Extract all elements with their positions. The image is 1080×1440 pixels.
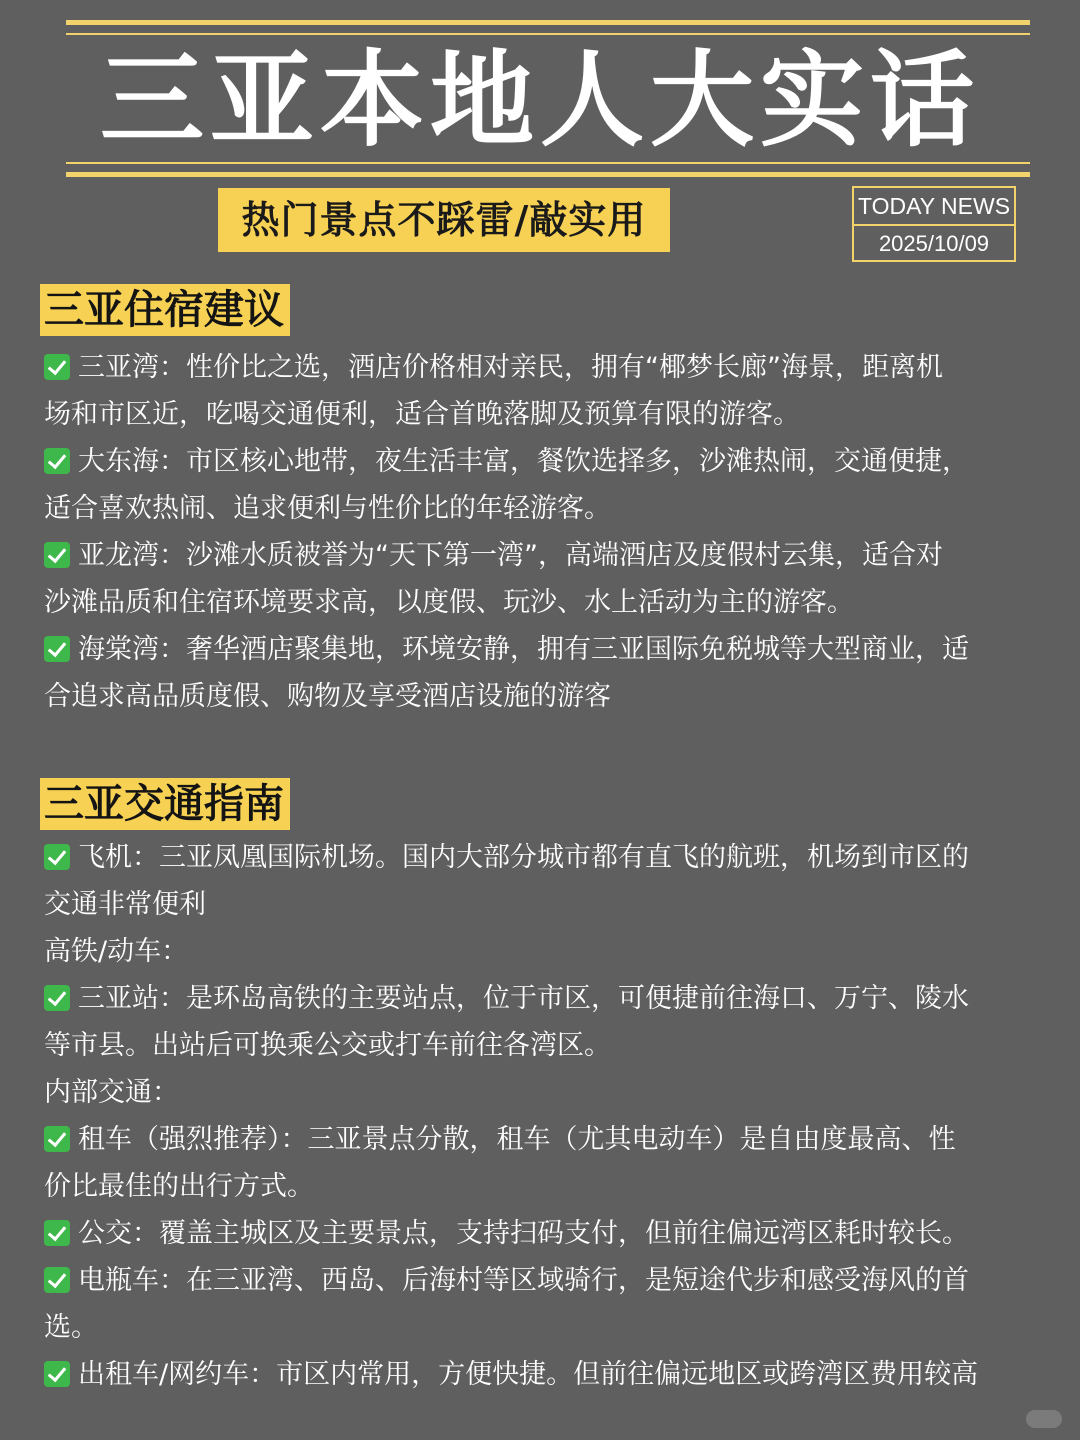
list-item-text: 等市县。出站后可换乘公交或打车前往各湾区。: [44, 1030, 611, 1061]
page-title: 三亚本地人大实话: [99, 39, 980, 161]
list-item: [44, 881, 1030, 928]
checkmark-icon: [44, 1220, 70, 1246]
checkmark-icon: [44, 844, 70, 870]
list-item-text: 沙滩品质和住宿环境要求高，以度假、玩沙、水上活动为主的游客。: [44, 587, 854, 618]
list-item: [44, 1304, 1030, 1351]
list-item: [44, 834, 1030, 881]
list-item-text: 交通非常便利: [44, 889, 206, 920]
checkmark-icon: [44, 636, 70, 662]
list-item-text: 大东海：市区核心地带，夜生活丰富，餐饮选择多，沙滩热闹，交通便捷，: [78, 446, 969, 477]
list-item: [44, 928, 1030, 975]
list-item-text: 电瓶车：在三亚湾、西岛、后海村等区域骑行，是短途代步和感受海风的首: [78, 1265, 969, 1296]
list-item-text: 价比最佳的出行方式。: [44, 1171, 314, 1202]
list-item-text: 内部交通：: [44, 1077, 179, 1108]
today-news-label: TODAY NEWS: [854, 188, 1014, 226]
transport-list: [44, 834, 1030, 1398]
list-item-text: 场和市区近，吃喝交通便利，适合首晚落脚及预算有限的游客。: [44, 399, 800, 430]
list-item-text: 海棠湾：奢华酒店聚集地，环境安静，拥有三亚国际免税城等大型商业，适: [78, 634, 969, 665]
list-item-text: 租车（强烈推荐）：三亚景点分散，租车（尤其电动车）是自由度最高、性: [78, 1124, 956, 1155]
today-news-box: [852, 186, 1016, 262]
bottom-rule-thick: [66, 172, 1030, 177]
list-item: [44, 391, 1030, 438]
list-item-text: 三亚湾：性价比之选，酒店价格相对亲民，拥有“椰梦长廊”海景，距离机: [78, 352, 943, 383]
checkmark-icon: [44, 1361, 70, 1387]
list-item: [44, 485, 1030, 532]
list-item: [44, 1257, 1030, 1304]
list-item: [44, 579, 1030, 626]
accommodation-list: [44, 344, 1030, 720]
checkmark-icon: [44, 1267, 70, 1293]
list-item: [44, 673, 1030, 720]
checkmark-icon: [44, 354, 70, 380]
list-item: [44, 344, 1030, 391]
list-item-text: 三亚站：是环岛高铁的主要站点，位于市区，可便捷前往海口、万宁、陵水: [78, 983, 969, 1014]
list-item: [44, 1351, 1030, 1398]
list-item: [44, 1116, 1030, 1163]
list-item: [44, 975, 1030, 1022]
list-item-text: 选。: [44, 1312, 98, 1343]
list-item: [44, 532, 1030, 579]
top-rule-thick: [66, 20, 1030, 25]
list-item: [44, 1022, 1030, 1069]
subtitle-badge: 热门景点不踩雷/敲实用: [218, 188, 670, 252]
list-item-text: 适合喜欢热闹、追求便利与性价比的年轻游客。: [44, 493, 611, 524]
list-item: [44, 438, 1030, 485]
checkmark-icon: [44, 448, 70, 474]
list-item: [44, 1210, 1030, 1257]
watermark-logo: [1026, 1410, 1062, 1428]
list-item: [44, 626, 1030, 673]
section-title-transport: 三亚交通指南: [40, 778, 290, 830]
checkmark-icon: [44, 985, 70, 1011]
list-item-text: 出租车/网约车：市区内常用，方便快捷。但前往偏远地区或跨湾区费用较高: [78, 1359, 979, 1390]
list-item-text: 高铁/动车：: [44, 936, 189, 967]
list-item: [44, 1163, 1030, 1210]
section-title-accommodation: 三亚住宿建议: [40, 284, 290, 336]
list-item-text: 公交：覆盖主城区及主要景点，支持扫码支付，但前往偏远湾区耗时较长。: [78, 1218, 969, 1249]
list-item-text: 合追求高品质度假、购物及享受酒店设施的游客: [44, 681, 611, 712]
checkmark-icon: [44, 1126, 70, 1152]
news-date: 2025/10/09: [878, 231, 990, 256]
list-item: [44, 1069, 1030, 1116]
list-item-text: 亚龙湾：沙滩水质被誉为“天下第一湾”，高端酒店及度假村云集，适合对: [78, 540, 943, 571]
checkmark-icon: [44, 542, 70, 568]
list-item-text: 飞机：三亚凤凰国际机场。国内大部分城市都有直飞的航班，机场到市区的: [78, 842, 969, 873]
